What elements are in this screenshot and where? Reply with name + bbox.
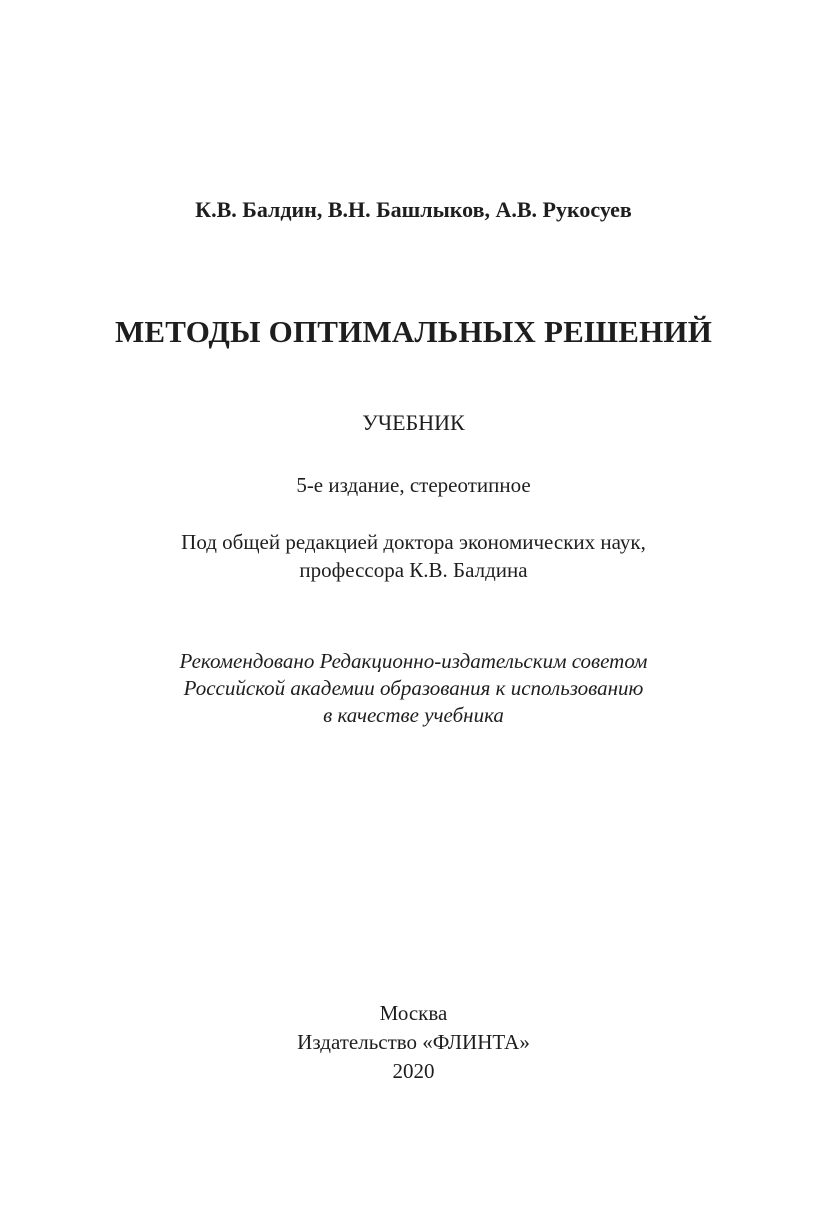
document-type: УЧЕБНИК [362, 410, 465, 435]
recommendation-line: Российской академии образования к использованию [183, 676, 644, 700]
recommendation-line: Рекомендовано Редакционно-издательским советом [179, 649, 648, 673]
edition-info: 5-е издание, стереотипное [296, 473, 531, 497]
editor-line: Под общей редакцией доктора экономических наук, [181, 530, 646, 554]
editor-block [0, 528, 827, 584]
imprint-year: 2020 [392, 1059, 435, 1083]
authors: К.В. Балдин, В.Н. Башлыков, А.В. Рукосуев [195, 197, 632, 222]
recommendation-line: в качестве учебника [323, 703, 504, 727]
imprint-publisher: Издательство «ФЛИНТА» [297, 1030, 530, 1054]
imprint-city: Москва [379, 1001, 448, 1025]
book-title: МЕТОДЫ ОПТИМАЛЬНЫХ РЕШЕНИЙ [114, 314, 713, 349]
recommendation-block [0, 648, 827, 729]
imprint-block [0, 999, 827, 1086]
editor-line: профессора К.В. Балдина [299, 558, 528, 582]
